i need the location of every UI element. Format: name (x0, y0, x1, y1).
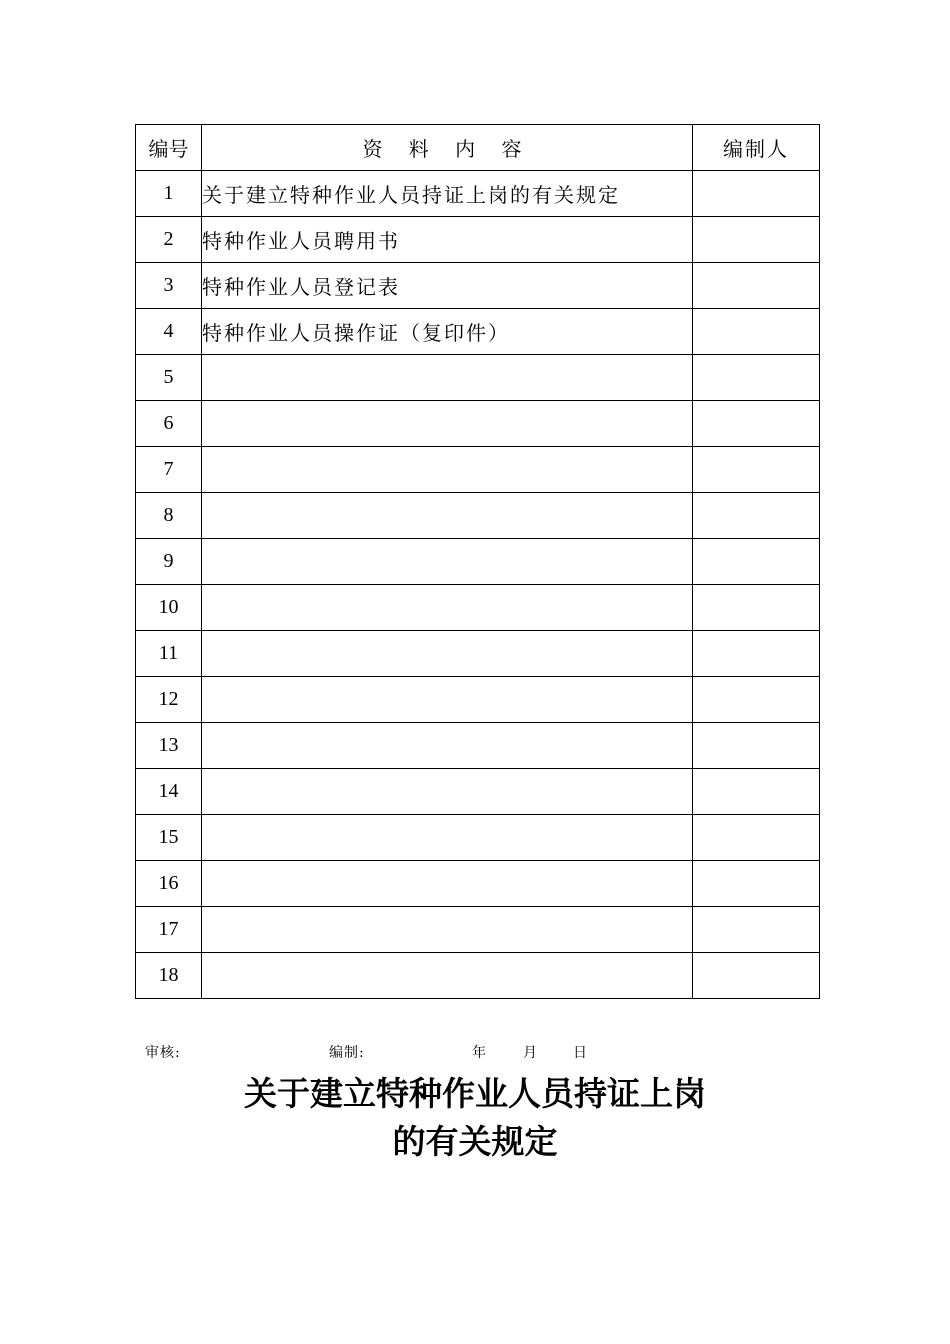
table-row (136, 907, 820, 953)
row-author (693, 907, 820, 953)
row-number: 12 (136, 677, 202, 723)
row-author (693, 677, 820, 723)
row-author (693, 309, 820, 355)
row-number: 4 (136, 309, 202, 355)
document-title (0, 1070, 950, 1166)
review-label: 审核: (145, 1045, 181, 1061)
table-row (136, 677, 820, 723)
row-number: 8 (136, 493, 202, 539)
row-number: 6 (136, 401, 202, 447)
row-author (693, 171, 820, 217)
signoff-line (0, 1042, 950, 1062)
table-row (136, 401, 820, 447)
row-author (693, 493, 820, 539)
header-number: 编号 (136, 125, 202, 171)
row-number: 14 (136, 769, 202, 815)
row-number: 15 (136, 815, 202, 861)
row-content: 特种作业人员操作证（复印件） (202, 309, 693, 355)
table-row (136, 309, 820, 355)
table-header-row (136, 125, 820, 171)
row-number: 13 (136, 723, 202, 769)
title-line-1: 关于建立特种作业人员持证上岗 (244, 1074, 706, 1113)
table-row (136, 263, 820, 309)
table-row (136, 953, 820, 999)
row-content (202, 907, 693, 953)
row-number: 7 (136, 447, 202, 493)
row-content: 特种作业人员登记表 (202, 263, 693, 309)
row-number: 1 (136, 171, 202, 217)
row-author (693, 539, 820, 585)
table-row (136, 585, 820, 631)
table-body (136, 171, 820, 999)
row-author (693, 953, 820, 999)
row-author (693, 861, 820, 907)
title-line-2: 的有关规定 (392, 1122, 558, 1161)
row-content (202, 631, 693, 677)
row-number: 11 (136, 631, 202, 677)
row-content: 关于建立特种作业人员持证上岗的有关规定 (202, 171, 693, 217)
table-row (136, 493, 820, 539)
row-author (693, 217, 820, 263)
row-number: 17 (136, 907, 202, 953)
table-row (136, 539, 820, 585)
table-row (136, 861, 820, 907)
table-row (136, 217, 820, 263)
row-content (202, 769, 693, 815)
row-author (693, 263, 820, 309)
row-content (202, 815, 693, 861)
row-number: 3 (136, 263, 202, 309)
row-author (693, 401, 820, 447)
row-content: 特种作业人员聘用书 (202, 217, 693, 263)
day-label: 日 (573, 1045, 588, 1061)
row-author (693, 723, 820, 769)
header-content: 资 料 内 容 (202, 125, 693, 171)
row-author (693, 815, 820, 861)
row-number: 2 (136, 217, 202, 263)
row-author (693, 585, 820, 631)
compile-label: 编制: (329, 1045, 365, 1061)
row-content (202, 539, 693, 585)
row-content (202, 953, 693, 999)
row-number: 9 (136, 539, 202, 585)
row-author (693, 355, 820, 401)
row-content (202, 447, 693, 493)
header-author: 编制人 (693, 125, 820, 171)
row-number: 10 (136, 585, 202, 631)
row-content (202, 355, 693, 401)
row-content (202, 493, 693, 539)
table-row (136, 723, 820, 769)
row-author (693, 631, 820, 677)
row-number: 5 (136, 355, 202, 401)
table-row (136, 769, 820, 815)
row-content (202, 861, 693, 907)
row-author (693, 769, 820, 815)
row-content (202, 677, 693, 723)
row-number: 16 (136, 861, 202, 907)
row-content (202, 723, 693, 769)
year-label: 年 (472, 1045, 487, 1061)
month-label: 月 (523, 1045, 538, 1061)
row-content (202, 585, 693, 631)
table-row (136, 815, 820, 861)
table-row (136, 355, 820, 401)
row-number: 18 (136, 953, 202, 999)
row-content (202, 401, 693, 447)
row-author (693, 447, 820, 493)
table-row (136, 631, 820, 677)
document-index-table (135, 124, 820, 999)
table-row (136, 171, 820, 217)
table-row (136, 447, 820, 493)
